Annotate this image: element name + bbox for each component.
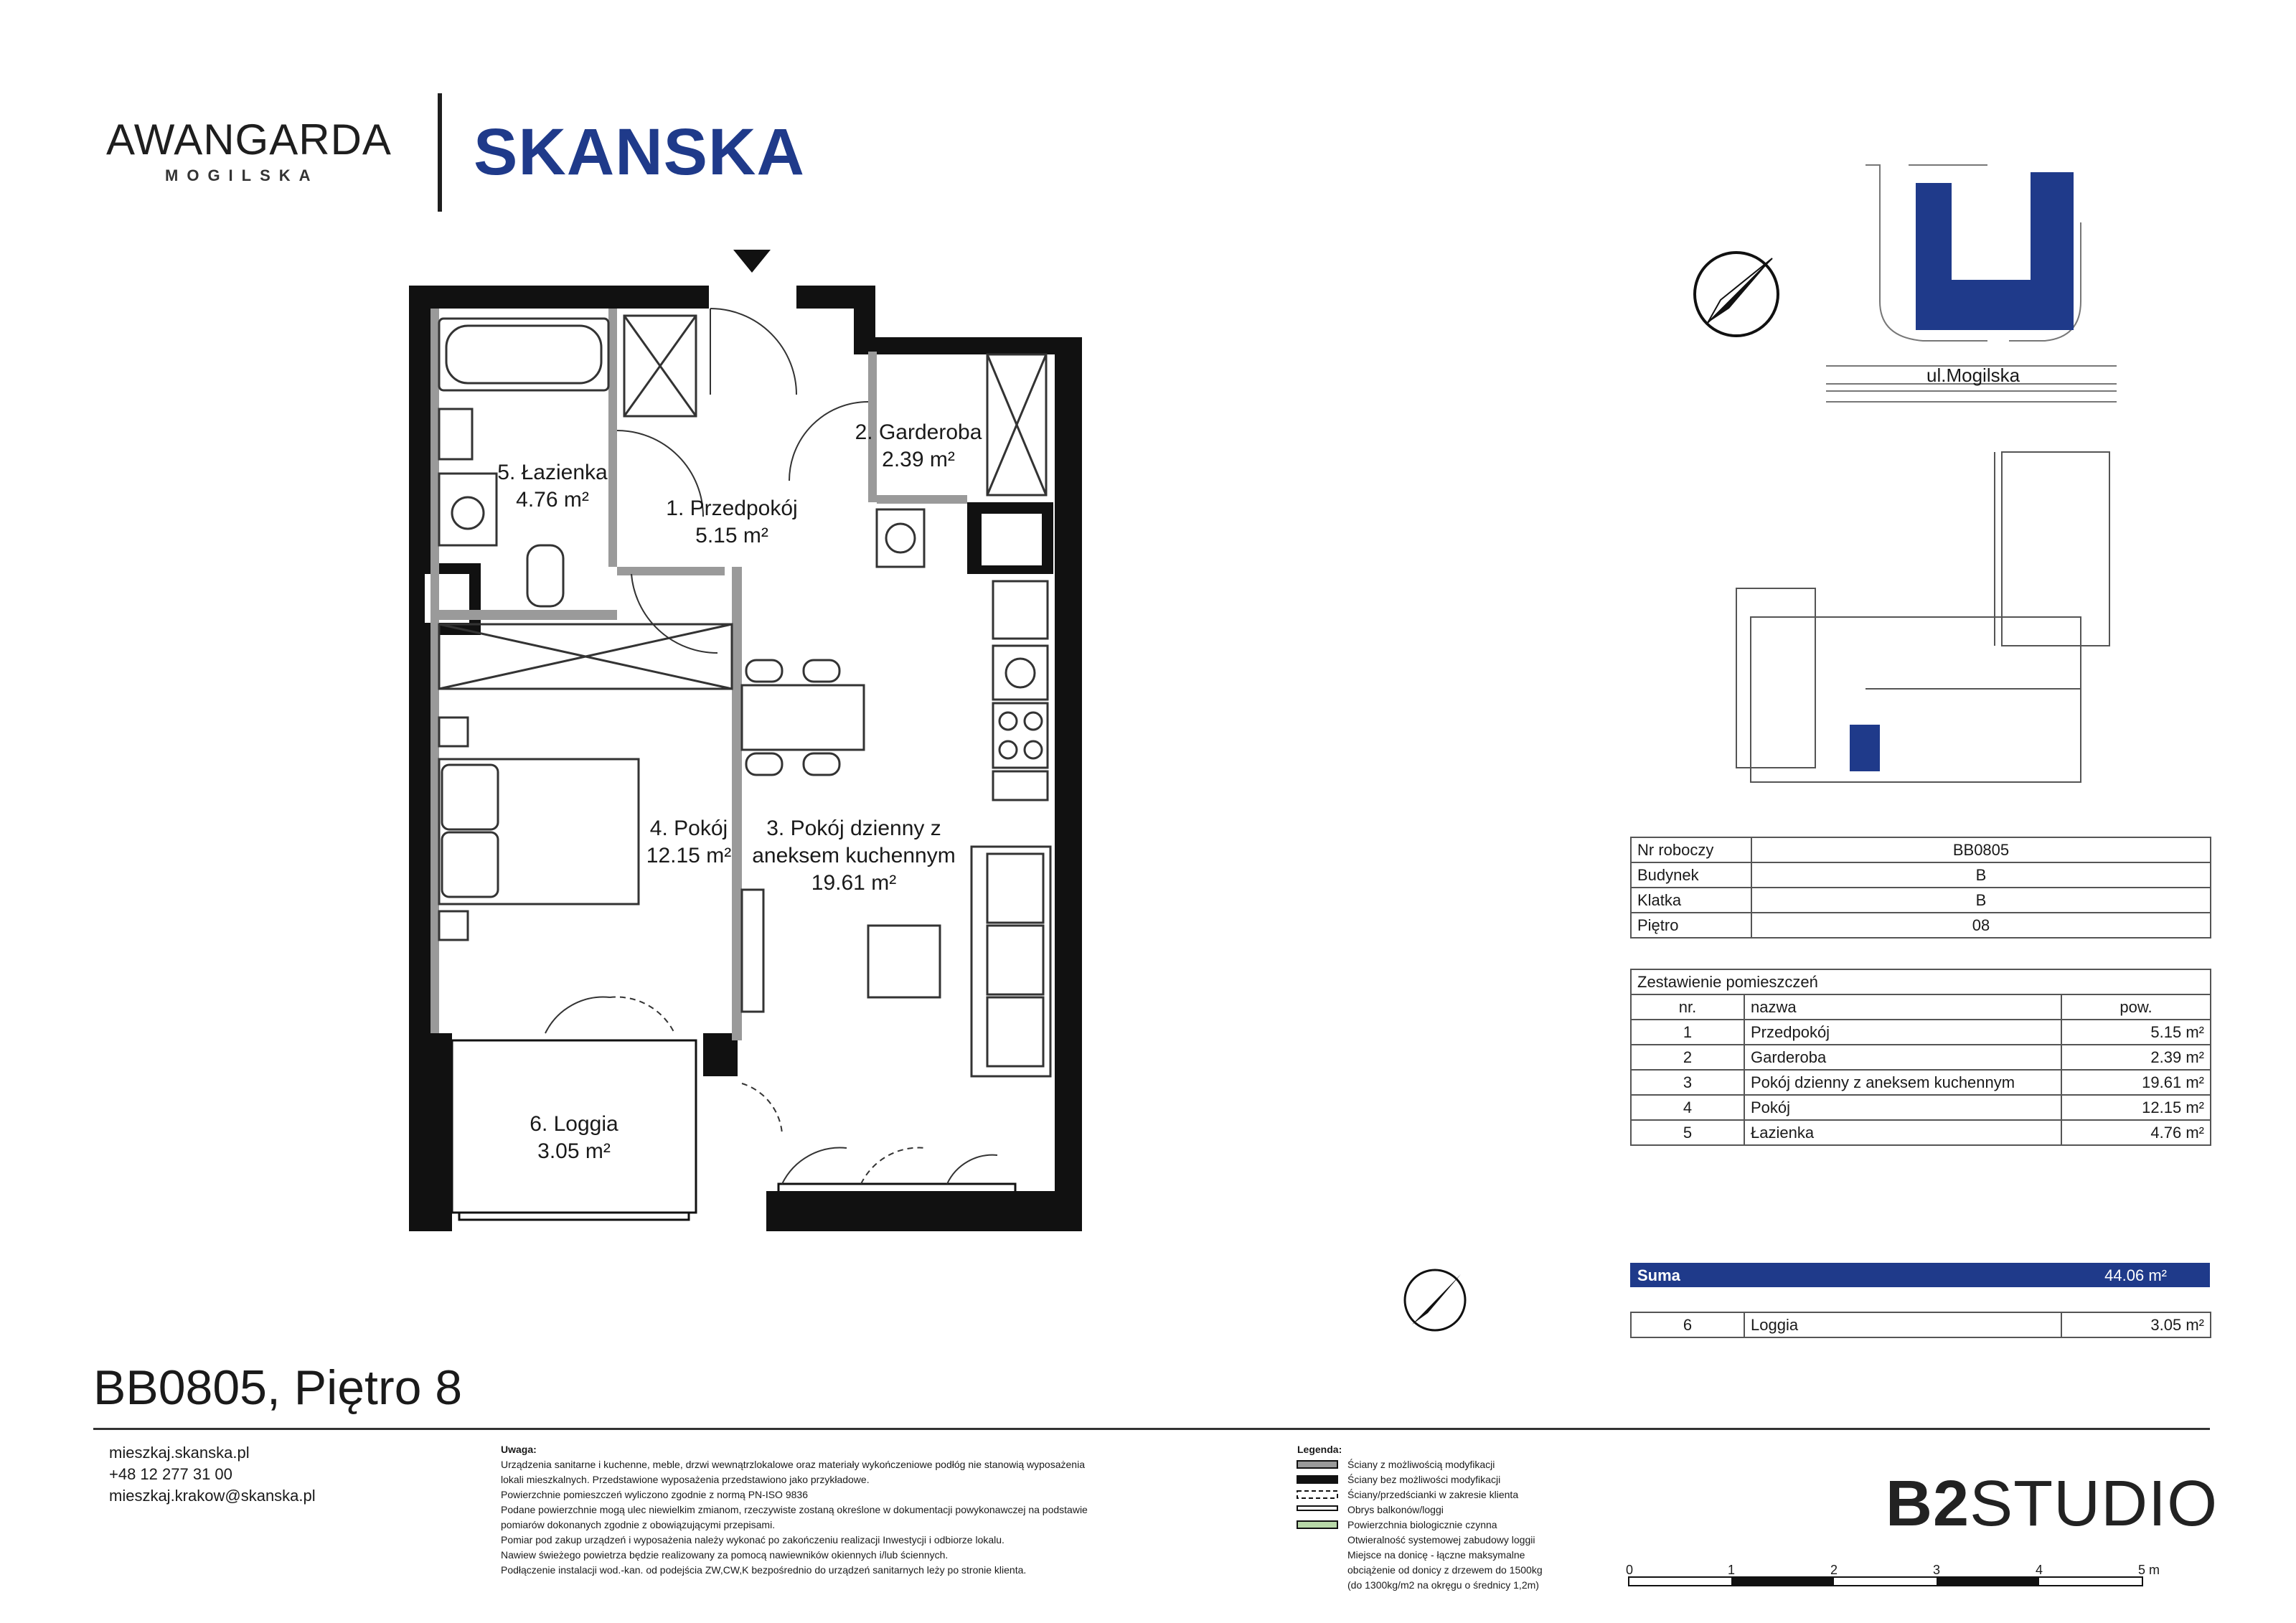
north-arrow-icon	[1695, 253, 1778, 336]
entrance-arrow-icon	[733, 250, 771, 273]
scale-label: 0	[1626, 1563, 1634, 1577]
room-label-hall: 1. Przedpokój 5.15 m²	[666, 497, 798, 547]
key-plan-unit-highlight	[1850, 725, 1880, 771]
info-table	[1630, 837, 2211, 938]
scale-label: 4	[2036, 1563, 2043, 1577]
room-label-wardrobe: 2. Garderoba 2.39 m²	[855, 420, 982, 471]
table-row: Budynek B	[1631, 862, 2211, 888]
table-row: 2 Garderoba 2.39 m²	[1631, 1045, 2211, 1070]
table-row: Nr roboczy BB0805	[1631, 837, 2211, 862]
scale-label: 1	[1728, 1563, 1736, 1577]
scale-label: 5 m	[2138, 1563, 2160, 1577]
table-row: Piętro 08	[1631, 913, 2211, 938]
contact-web[interactable]: mieszkaj.skanska.pl	[109, 1444, 250, 1462]
site-building-highlight	[1916, 172, 2074, 330]
loggia-table	[1630, 1312, 2211, 1338]
apartment-title: BB0805, Piętro 8	[93, 1360, 463, 1415]
table-row: 1 Przedpokój 5.15 m²	[1631, 1020, 2211, 1045]
table-row: Klatka B	[1631, 888, 2211, 913]
skanska-logo: SKANSKA	[474, 116, 805, 189]
scale-label: 2	[1830, 1563, 1838, 1577]
scale-label: 3	[1933, 1563, 1941, 1577]
legend-section: Legenda: Ściany z możliwością modyfikacji Ściany bez możliwości modyfikacji Ściany/przedścianki w zakresie klienta Obrys balkonów/loggi Powierzchnia biologicznie czynna Otwieralność systemowej zabudowy loggii Miejsce na donicę - łączne maksymalne obciążenie od donicy z drzewem do 1500kg (do 1300kg/m2 na okręgu o średnicy 1,2m)	[1297, 1444, 1543, 1591]
contact-email[interactable]: mieszkaj.krakow@skanska.pl	[109, 1487, 316, 1505]
rooms-table: Zestawienie pomieszczeń nr. nazwa pow. 1 Przedpokój 5.15 m² 2 Garderoba 2.39 m² 3 Pokój dzienny z aneksem kuchennym 19.61 m² 4 Pokój 12.15 m² 5 Łazienka 4.76 m²	[1630, 969, 2211, 1146]
table-row: 5 Łazienka 4.76 m²	[1631, 1120, 2211, 1145]
notes-section: Uwaga: Urządzenia sanitarne i kuchenne, meble, drzwi wewnątrzlokalowe oraz materiały wykończeniowe podłóg nie stanowią wyposażenia lokali mieszkalnych. Przedstawione wyposażenia przedstawiono jako przykładowe. Powierzchnie pomieszczeń wyliczono zgodnie z normą PN-ISO 9836 Podane powierzchnie mogą ulec niewielkim zmianom, rzeczywiste zostaną określone w dokumentacji powykonawczej na podstawie pomiarów dokonanych zgodnie z obowiązującymi przepisami. Pomiar pod zakup urządzeń i wyposażenia należy wykonać po zakończeniu realizacji Inwestycji i odbiorze lokalu. Nawiew świeżego powietrza będzie realizowany za pomocą nawiewników okiennych i/lub ściennych. Podłączenie instalacji wod.-kan. od podejścia ZW,CW,K bezpośrednio do urządzeń sanitarnych leży po stronie klienta.	[501, 1444, 1088, 1576]
room-label-bedroom: 4. Pokój 12.15 m²	[646, 817, 732, 867]
table-row: 3 Pokój dzienny z aneksem kuchennym 19.61 m²	[1631, 1070, 2211, 1095]
table-row: 4 Pokój 12.15 m²	[1631, 1095, 2211, 1120]
room-label-living-room: 3. Pokój dzienny z aneksem kuchennym 19.61 m²	[752, 817, 956, 895]
north-arrow-small-icon	[1405, 1270, 1465, 1330]
sum-bar: Suma 44.06 m²	[1630, 1263, 2210, 1287]
divider-line	[93, 1428, 2210, 1430]
awangarda-logo: AWANGARDA	[106, 116, 392, 164]
b2studio-logo: B2STUDIO	[1886, 1468, 2219, 1540]
street-label: ul.Mogilska	[1926, 364, 2020, 386]
contact-phone: +48 12 277 31 00	[109, 1465, 232, 1483]
table-row: 6 Loggia 3.05 m²	[1631, 1312, 2211, 1337]
contact-info	[109, 1442, 316, 1507]
mogilska-logo-subtitle: MOGILSKA	[165, 166, 319, 184]
rooms-table-title: Zestawienie pomieszczeń	[1631, 969, 2211, 994]
key-plan	[1736, 452, 2109, 782]
room-label-loggia: 6. Loggia 3.05 m²	[530, 1112, 618, 1163]
scale-bar	[1629, 1577, 2142, 1586]
room-label-bathroom: 5. Łazienka 4.76 m²	[497, 461, 608, 512]
